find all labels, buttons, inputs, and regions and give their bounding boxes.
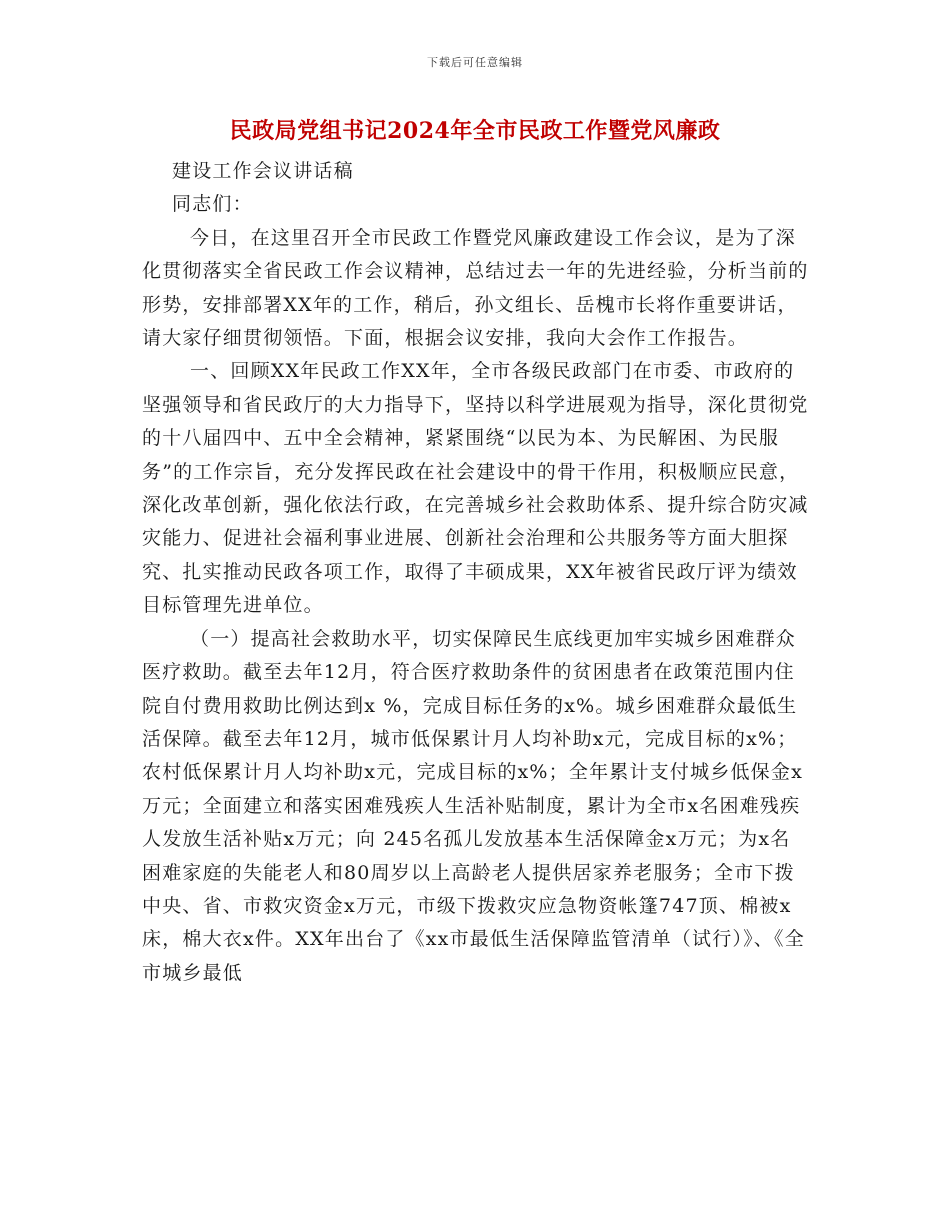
paragraph-review: 一、回顾XX年民政工作XX年，全市各级民政部门在市委、市政府的坚强领导和省民政厅的大力指导下，坚持以科学进展观为指导，深化贯彻党的十八届四中、五中全会精神，紧紧围绕“以民为本、为民解困、为民服务”的工作宗旨，充分发挥民政在社会建设中的骨干作用，积极顺应民意，深化改革创新，强化依法行政，在完善城乡社会救助体系、提升综合防灾减灾能力、促进社会福利事业进展、创新社会治理和公共服务等方面大胆探究、扎实推动民政各项工作，取得了丰硕成果，XX年被省民政厅评为绩效目标管理先进单位。 (142, 360, 809, 617)
paragraph-opening: 今日，在这里召开全市民政工作暨党风廉政建设工作会议，是为了深化贯彻落实全省民政工作会议精神，总结过去一年的先进经验，分析当前的形势，安排部署XX年的工作，稍后，孙文组长、岳槐市长将作重要讲话，请大家仔细贯彻领悟。下面，根据会议安排，我向大会作工作报告。 (142, 226, 809, 350)
salutation: 同志们： (172, 193, 253, 216)
header-note: 下载后可任意编辑 (427, 56, 523, 69)
document-subtitle: 建设工作会议讲话稿 (172, 160, 354, 182)
paragraph-social-assistance: （一）提高社会救助水平，切实保障民生底线更加牢实城乡困难群众医疗救助。截至去年12月，符合医疗救助条件的贫困患者在政策范围内住院自付费用救助比例达到x %，完成目标任务的x%。城乡困难群众最低生活保障。截至去年12月，城市低保累计月人均补助x元，完成目标的x%；农村低保累计月人均补助x元，完成目标的x%；全年累计支付城乡低保金x万元；全面建立和落实困难残疾人生活补贴制度，累计为全市x名困难残疾人发放生活补贴x万元；向 245名孤儿发放基本生活保障金x万元；为x名困难家庭的失能老人和80周岁以上高龄老人提供居家养老服务；全市下拨中央、省、市救灾资金x万元，市级下拨救灾应急物资帐篷747顶、棉被x床，棉大衣x件。XX年出台了《xx市最低生活保障监管清单（试行）》、《全市城乡最低 (142, 627, 805, 984)
document-body (142, 155, 810, 990)
document-title: 民政局党组书记2024年全市民政工作暨党风廉政 (229, 118, 721, 144)
